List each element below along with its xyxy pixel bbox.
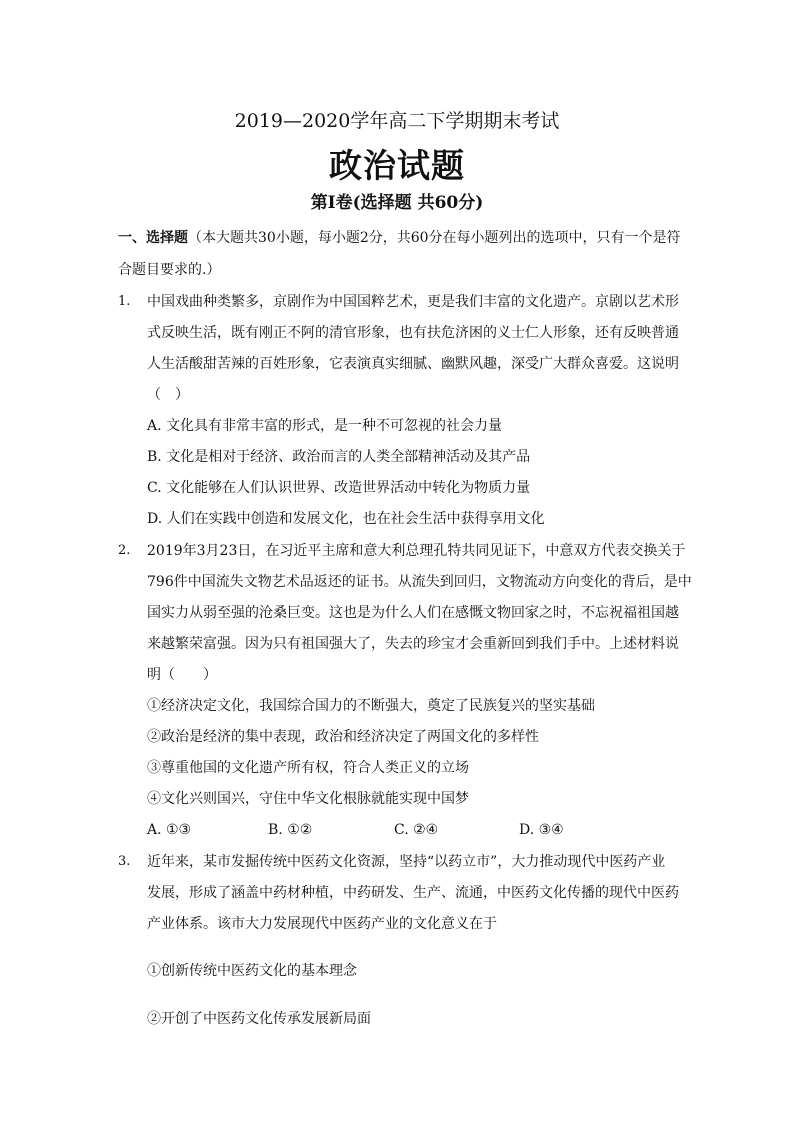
section-intro (118, 228, 681, 248)
question-text-line: 中国戏曲种类繁多，京剧作为中国国粹艺术，更是我们丰富的文化遗产。京剧以艺术形 (147, 294, 679, 310)
question-text-line: 来越繁荣富强。因为只有祖国强大了，失去的珍宝才会重新回到我们手中。上述材料说 (147, 636, 679, 652)
statement-3: ③尊重他国的文化遗产所有权，符合人类正义的立场 (147, 760, 469, 776)
section-intro-line2: 合题目要求的.） (118, 262, 221, 278)
subject-title: 政治试题 (329, 146, 465, 185)
choice-a: A. ①③ (147, 822, 192, 838)
option-d: D. 人们在实践中创造和发展文化，也在社会生活中获得享用文化 (147, 511, 545, 527)
question-text-line: 式反映生活，既有刚正不阿的清官形象，也有扶危济困的义士仁人形象，还有反映普通 (147, 325, 679, 341)
choice-b: B. ①② (268, 822, 313, 838)
option-a: A. 文化具有非常丰富的形式，是一种不可忽视的社会力量 (147, 418, 503, 434)
question-number: 3. (118, 854, 131, 869)
question-text-line: 产业体系。该市大力发展现代中医药产业的文化意义在于 (147, 916, 497, 932)
question-number: 2. (118, 543, 131, 558)
statement-1: ①经济决定文化，我国综合国力的不断强大，奠定了民族复兴的坚实基础 (147, 698, 595, 714)
statement-2: ②政治是经济的集中表现，政治和经济决定了两国文化的多样性 (147, 729, 539, 745)
question-text-line: 国实力从弱至强的沧桑巨变。这也是为什么人们在感慨文物回家之时，不忘祝福祖国越 (147, 605, 679, 621)
statement-1: ①创新传统中医药文化的基本理念 (147, 963, 357, 979)
answer-blank: 明（ ） (147, 667, 217, 683)
question-text-line: 人生活酸甜苦辣的百姓形象，它表演真实细腻、幽默风趣，深受广大群众喜爱。这说明 (147, 356, 679, 372)
question-text-line: 796件中国流失文物艺术品返还的证书。从流失到回归，文物流动方向变化的背后，是中 (147, 574, 692, 590)
question-text-line: 2019年3月23日，在习近平主席和意大利总理孔特共同见证下，中意双方代表交换关于 (147, 543, 686, 559)
statement-2: ②开创了中医药文化传承发展新局面 (147, 1011, 371, 1027)
section-volume-title: 第Ⅰ卷(选择题 共60分) (310, 193, 484, 213)
choice-c: C. ②④ (394, 822, 439, 838)
statement-4: ④文化兴则国兴，守住中华文化根脉就能实现中国梦 (147, 791, 469, 807)
choice-d: D. ③④ (519, 822, 564, 838)
answer-blank: （ ） (147, 387, 189, 403)
option-c: C. 文化能够在人们认识世界、改造世界活动中转化为物质力量 (147, 480, 531, 496)
exam-title: 2019—2020学年高二下学期期末考试 (234, 110, 560, 132)
option-b: B. 文化是相对于经济、政治而言的人类全部精神活动及其产品 (147, 449, 531, 465)
question-text-line: 发展，形成了涵盖中药材种植，中药研发、生产、流通，中医药文化传播的现代中医药 (147, 885, 679, 901)
question-text-line: 近年来，某市发掘传统中医药文化资源，坚持“以药立市”，大力推动现代中医药产业 (147, 854, 666, 870)
section-intro-line1: （本大题共30小题，每小题2分，共60分在每小题列出的选项中，只有一个是符 (188, 230, 681, 246)
section-label: 一、选择题 (118, 230, 188, 246)
question-number: 1. (118, 294, 131, 309)
